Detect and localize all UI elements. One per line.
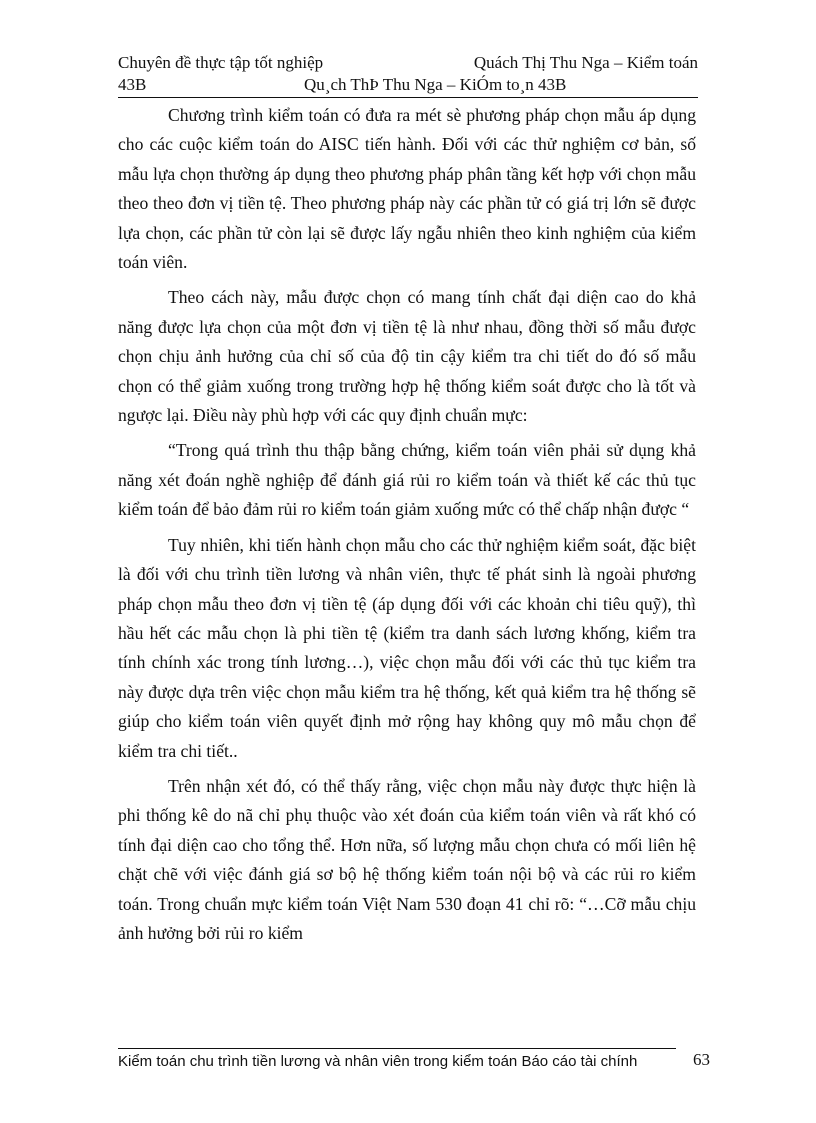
header-class-code: 43B xyxy=(118,75,147,94)
body-paragraph: Theo cách này, mẫu được chọn có mang tính chất đại diện cao do khả năng được lựa chọn của một đơn vị tiền tệ là như nhau, đồng thời số mẫu được chọn chịu ảnh hưởng của chỉ số của độ tin cậy kiểm tra chi tiết do đó số mẫu chọn có thể giảm xuống trong trường hợp hệ thống kiểm soát được cho là tốt và ngược lại. Điều này phù hợp với các quy định chuẩn mực: xyxy=(118,287,696,426)
body-paragraph: Chương trình kiểm toán có đưa ra mét sè phương pháp chọn mẫu áp dụng cho các cuộc kiểm toán do AISC tiến hành. Đối với các thử nghiệm cơ bản, số mẫu lựa chọn thường áp dụng theo phương pháp phân tầng kết hợp với chọn mẫu theo theo đơn vị tiền tệ. Theo phương pháp này các phần tử có giá trị lớn sẽ được lựa chọn, các phần tử còn lại sẽ được lấy ngẫu nhiên theo kinh nghiệm của kiểm toán viên. xyxy=(118,105,696,273)
header-garbled-duplicate: Qu¸ch ThÞ Thu Nga – KiÓm to¸n 43B xyxy=(304,75,567,94)
footer-divider xyxy=(118,1048,676,1049)
page-header xyxy=(118,52,698,96)
header-divider xyxy=(118,97,698,98)
page-number: 63 xyxy=(693,1050,710,1069)
body-paragraph: Tuy nhiên, khi tiến hành chọn mẫu cho các thử nghiệm kiểm soát, đặc biệt là đối với chu trình tiền lương và nhân viên, thực tế phát sinh là ngoài phương pháp chọn mẫu theo đơn vị tiền tệ (áp dụng đối với các khoản chi tiêu quỹ), thì hầu hết các mẫu chọn là phi tiền tệ (kiểm tra danh sách lương khống, kiểm tra tính chính xác trong tính lương…), việc chọn mẫu đối với các thủ tục kiểm tra này được dựa trên việc chọn mẫu kiểm tra hệ thống, kết quả kiểm tra hệ thống sẽ giúp cho kiểm toán viên quyết định mở rộng hay không quy mô mẫu chọn để kiểm tra chi tiết.. xyxy=(118,534,696,761)
body-paragraph: “Trong quá trình thu thập bằng chứng, kiểm toán viên phải sử dụng khả năng xét đoán nghề nghiệp để đánh giá rủi ro kiểm toán và thiết kế các thủ tục kiểm toán để bảo đảm rủi ro kiểm toán giảm xuống mức có thể chấp nhận được “ xyxy=(118,440,696,520)
body-paragraph: Trên nhận xét đó, có thể thấy rằng, việc chọn mẫu này được thực hiện là phi thống kê do nã chỉ phụ thuộc vào xét đoán của kiểm toán viên và rất khó có tính đại diện cao cho tổng thể. Hơn nữa, số lượng mẫu chọn chưa có mối liên hệ chặt chẽ với việc đánh giá sơ bộ hệ thống kiểm toán nội bộ và các rủi ro kiểm toán. Trong chuẩn mực kiểm toán Việt Nam 530 đoạn 41 chỉ rõ: “…Cỡ mẫu chịu ảnh hưởng bởi rủi ro kiểm xyxy=(118,775,696,943)
header-row-2 xyxy=(118,74,698,96)
header-row xyxy=(118,52,698,74)
header-left-title: Chuyên đề thực tập tốt nghiệp xyxy=(118,53,324,72)
header-right-title: Quách Thị Thu Nga – Kiểm toán xyxy=(473,53,698,72)
footer-text: Kiểm toán chu trình tiền lương và nhân viên trong kiểm toán Báo cáo tài chính xyxy=(118,1053,638,1070)
page-body xyxy=(118,101,696,948)
